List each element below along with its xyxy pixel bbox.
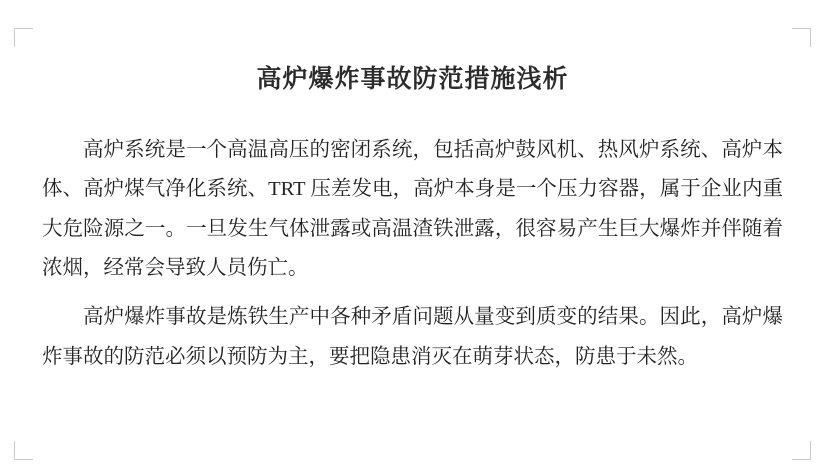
page-corner-mark-top-left [14,28,33,47]
paragraph: 高炉系统是一个高温高压的密闭系统，包括高炉鼓风机、热风炉系统、高炉本体、高炉煤气净化系统、TRT 压差发电，高炉本身是一个压力容器，属于企业内重大危险源之一。一旦发生气体泄露或高温渣铁泄露，很容易产生巨大爆炸并伴随着浓烟，经常会导致人员伤亡。 [42,139,783,280]
page-title: 高炉爆炸事故防范措施浅析 [256,65,569,93]
paragraph: 高炉爆炸事故是炼铁生产中各种矛盾问题从量变到质变的结果。因此，高炉爆炸事故的防范必须以预防为主，要把隐患消灭在萌芽状态，防患于未然。 [42,306,783,368]
page-corner-mark-bottom-right [792,441,811,460]
page-corner-mark-bottom-left [14,441,33,460]
page-corner-mark-top-right [792,28,811,47]
document-body [42,62,783,387]
